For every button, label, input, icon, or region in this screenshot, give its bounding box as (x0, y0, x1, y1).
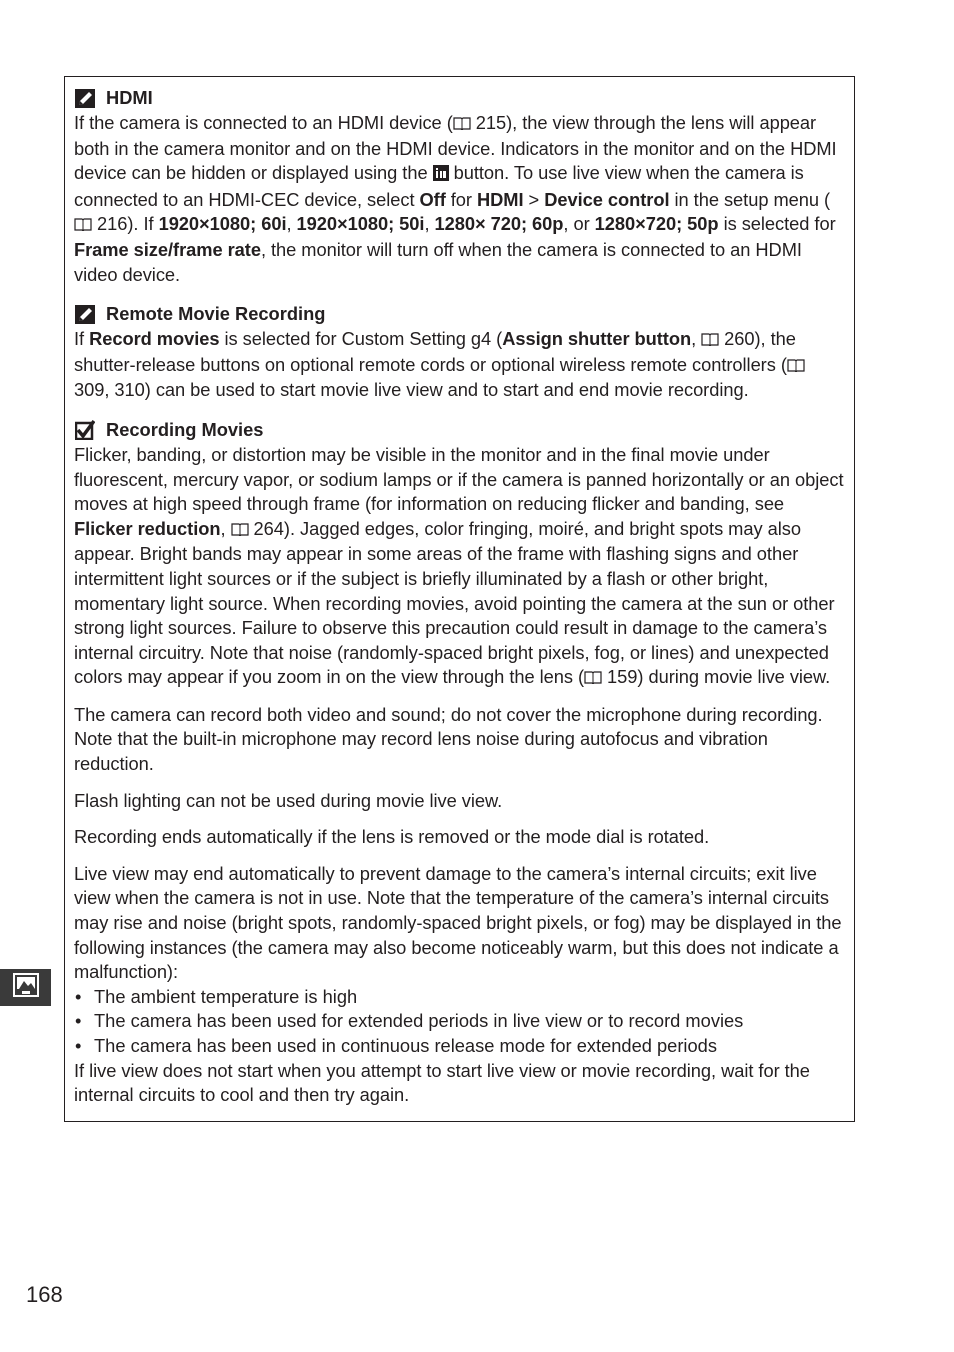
temperature-list (74, 985, 844, 1059)
recording-p5: Live view may end automatically to prevent damage to the camera’s internal circuits; exit live view when the camera is not in use. Note that the temperature of the camera’s internal circuits may rise and noise (bright spots, randomly-spaced bright pixels, or fog) may be displayed in the following instances (the camera may also become noticeably warm, but this does not indicate a malfunction): (74, 862, 842, 983)
book-reference-icon (453, 112, 471, 137)
live-view-tab-icon (13, 973, 39, 1002)
recording-p3: Flash lighting can not be used during movie live view. (74, 789, 503, 811)
book-reference-icon (231, 518, 249, 543)
remote-text: If Record movies is selected for Custom Setting g4 (Assign shutter button, 260), the shutter-release buttons on optional remote cords or optional wireless remote controllers ( 309, 310) can be used to start movie live view and to start and end movie recording. (74, 327, 844, 403)
remote-heading (74, 301, 844, 327)
book-reference-icon (787, 354, 805, 379)
list-item: • The camera has been used for extended periods in live view or to record movies (74, 1009, 844, 1034)
pencil-note-icon (74, 304, 96, 324)
recording-title: Recording Movies (106, 418, 264, 440)
pencil-note-icon (74, 88, 96, 108)
recording-p1: Flicker, banding, or distortion may be visible in the monitor and in the final movie under fluorescent, mercury vapor, or sodium lamps or if the camera is panned horizontally or an object moves at high speed through frame (for information on reducing flicker and banding, see Flicker reduction, 264). Jagged edges, color fringing, moiré, and bright spots may also appear. Bright bands may appear in some areas of the frame with flashing signs and other intermittent light sources or if the subject is briefly illuminated by a flash or other bright, momentary light source. When recording movies, avoid pointing the camera at the sun or other strong light sources. Failure to observe this precaution could result in damage to the camera’s internal circuitry. Note that noise (randomly-spaced bright pixels, fog, or lines) and unexpected colors may appear if you zoom in on the view through the lens ( 159) during movie live view. (74, 443, 844, 691)
hdmi-text: If the camera is connected to an HDMI device ( 215), the view through the lens will appear both in the camera monitor and on the HDMI device. Indicators in the monitor and on the HDMI device can be hidden or displayed using the button. To use live view when the camera is connected to an HDMI-CEC device, select Off for HDMI > Device control in the setup menu ( 216). If 1920×1080; 60i, 1920×1080; 50i, 1280× 720; 60p, or 1280×720; 50p is selected for Frame size/frame rate, the monitor will turn off when the camera is connected to an HDMI video device. (74, 112, 837, 285)
book-reference-icon (584, 666, 602, 691)
list-item: • The camera has been used in continuous release mode for extended periods (74, 1034, 844, 1059)
page-number: 168 (26, 1282, 63, 1307)
notes-box (64, 76, 855, 1122)
recording-p6: If live view does not start when you attempt to start live view or movie recording, wait for the internal circuits to cool and then try again. (74, 1059, 810, 1106)
book-reference-icon (701, 328, 719, 353)
chapter-tab (0, 969, 51, 1006)
remote-title: Remote Movie Recording (106, 303, 326, 325)
hdmi-heading (74, 85, 844, 111)
info-button-icon (433, 163, 449, 188)
book-reference-icon (74, 213, 92, 238)
recording-p2: The camera can record both video and sound; do not cover the microphone during recording. Note that the built-in microphone may record lens noise during autofocus and vibration reduction. (74, 703, 823, 775)
recording-p4: Recording ends automatically if the lens is removed or the mode dial is rotated. (74, 826, 710, 848)
recording-heading (74, 417, 844, 443)
list-item: • The ambient temperature is high (74, 985, 844, 1010)
hdmi-title: HDMI (106, 87, 153, 108)
check-caution-icon (74, 420, 96, 440)
